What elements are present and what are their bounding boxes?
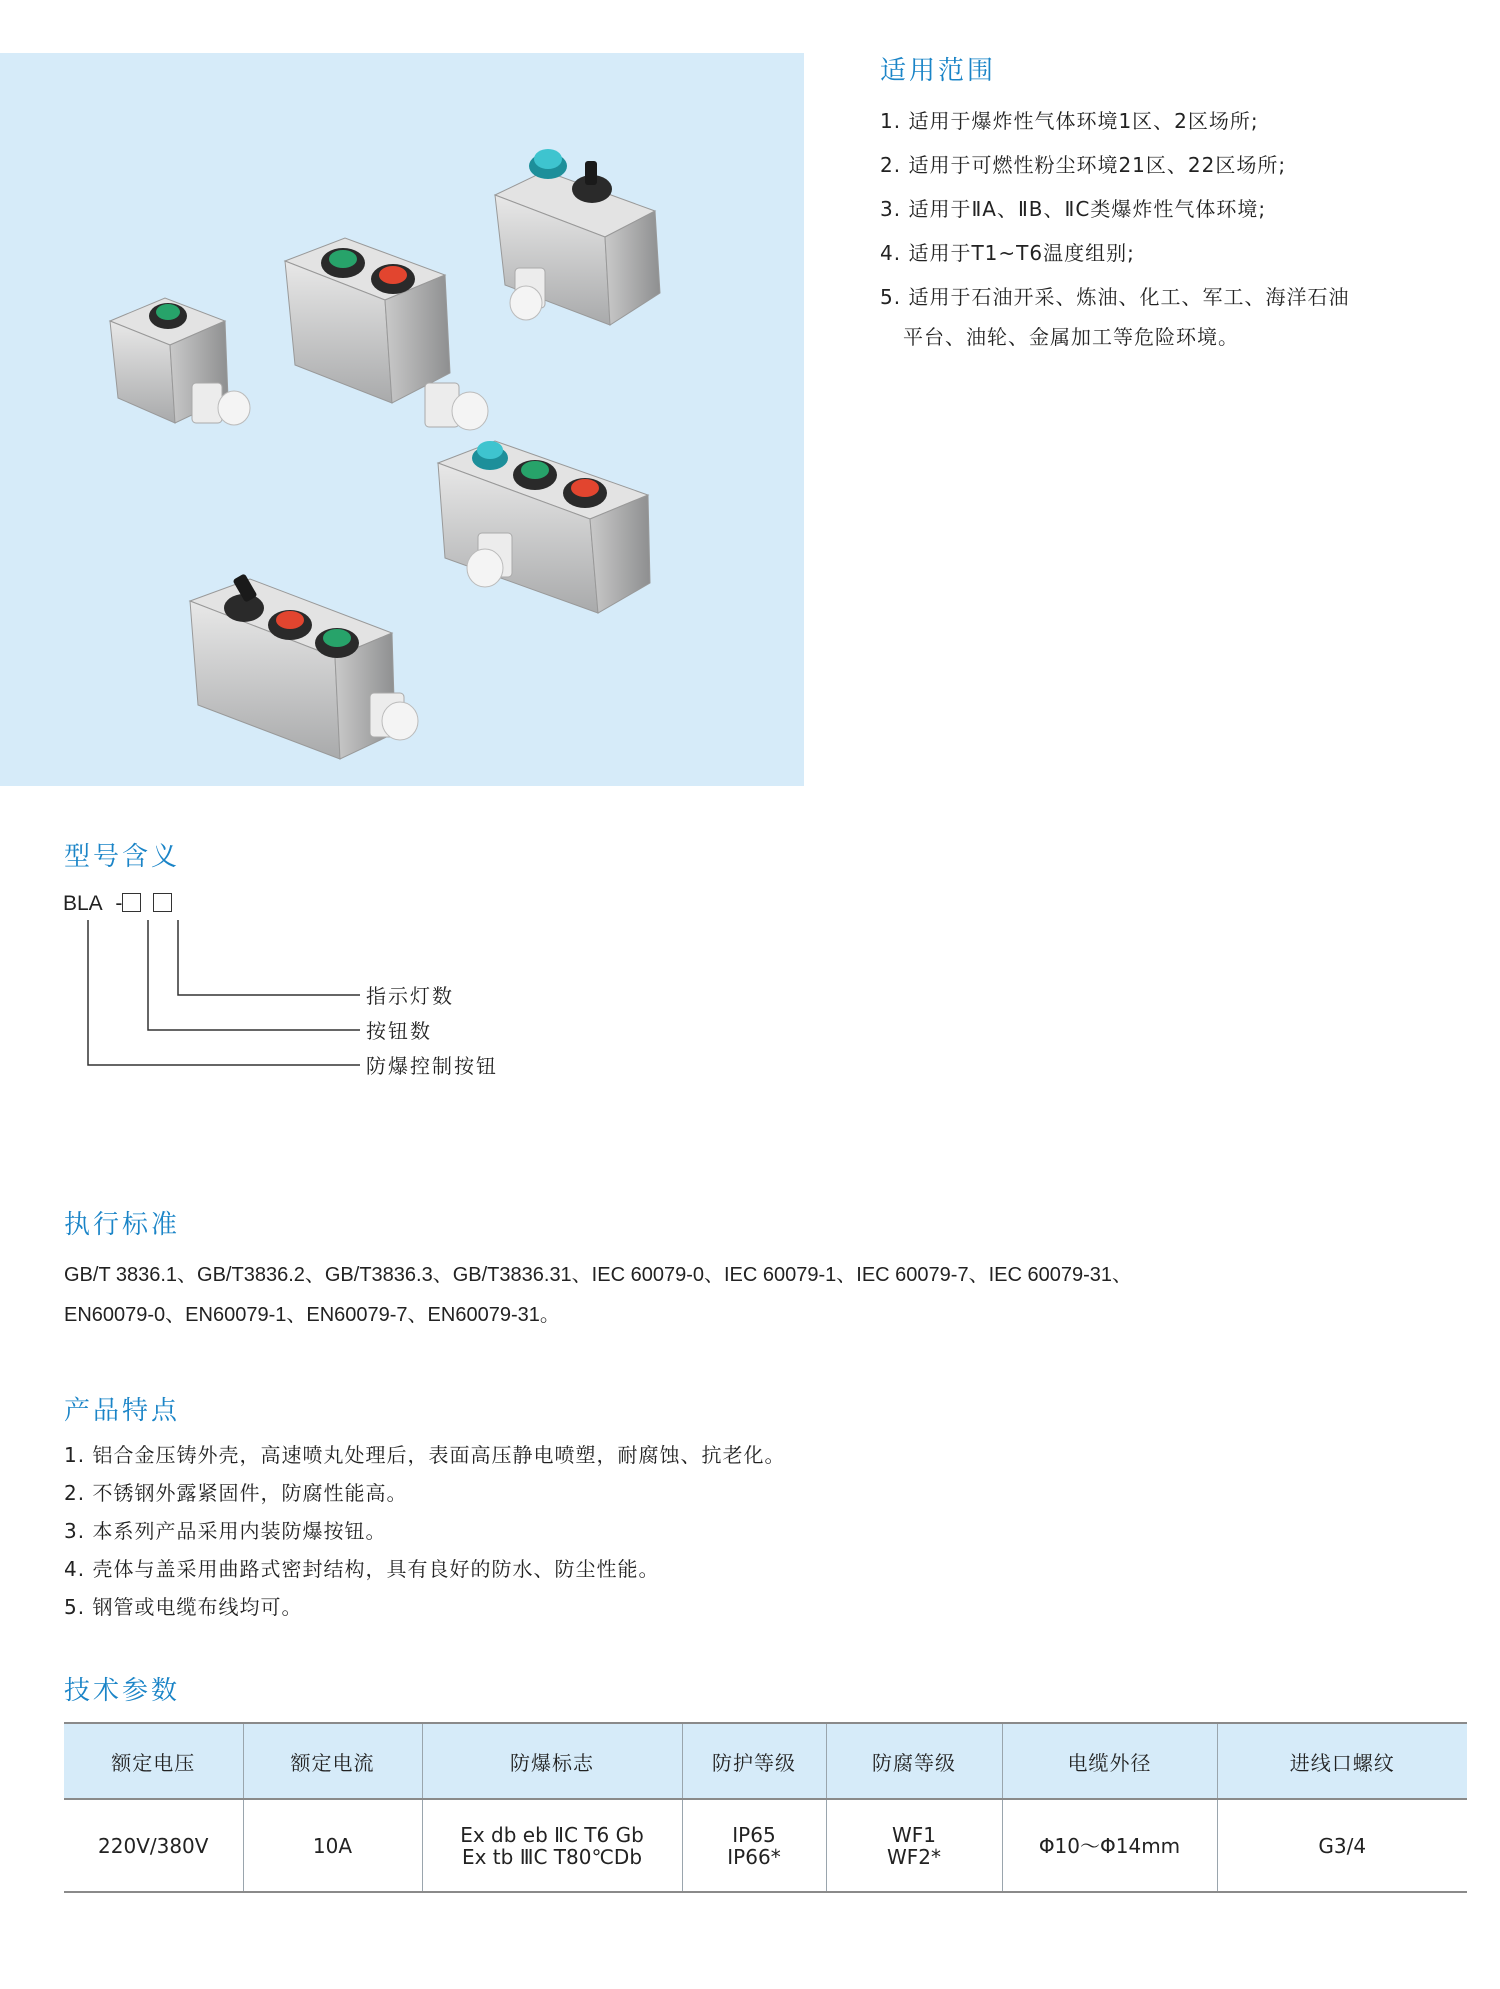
scope-item: 5. 适用于石油开采、炼油、化工、军工、海洋石油 — [880, 285, 1350, 309]
header-ip: 防护等级 — [682, 1723, 826, 1799]
scope-item: 4. 适用于T1~T6温度组别; — [880, 241, 1135, 265]
table-header-row — [64, 1723, 1467, 1799]
wf-line: WF2* — [886, 1844, 941, 1869]
model-dash: - — [115, 892, 123, 915]
standards-line: GB/T 3836.1、GB/T3836.2、GB/T3836.3、GB/T3836.31、IEC 60079-0、IEC 60079-1、IEC 60079-7、IEC 60079-31、 — [64, 1264, 1132, 1286]
feature-item: 3. 本系列产品采用内装防爆按钮。 — [64, 1519, 387, 1543]
cell-current: 10A — [243, 1799, 422, 1892]
header-current: 额定电流 — [243, 1723, 422, 1799]
features-title: 产品特点 — [64, 1396, 181, 1426]
standards-line: EN60079-0、EN60079-1、EN60079-7、EN60079-31。 — [64, 1304, 560, 1326]
legend-ex-control-button: 防爆控制按钮 — [366, 1054, 498, 1078]
ip-line: IP66* — [727, 1844, 781, 1869]
standards-title: 执行标准 — [64, 1210, 181, 1240]
scope-item: 平台、油轮、金属加工等危险环境。 — [903, 325, 1239, 349]
table-row — [64, 1799, 1467, 1892]
ex-mark-line: Ex db eb ⅡC T6 Gb — [460, 1822, 644, 1847]
header-voltage: 额定电压 — [64, 1723, 243, 1799]
scope-title: 适用范围 — [880, 56, 997, 86]
cell-cable: Φ10～Φ14mm — [1002, 1799, 1217, 1892]
header-anticorrosion: 防腐等级 — [826, 1723, 1002, 1799]
cell-ip — [682, 1799, 826, 1892]
params-table-wrap — [64, 1722, 1467, 1893]
cell-thread: G3/4 — [1217, 1799, 1467, 1892]
params-title: 技术参数 — [64, 1676, 181, 1706]
feature-item: 4. 壳体与盖采用曲路式密封结构，具有良好的防水、防尘性能。 — [64, 1557, 660, 1581]
ex-mark-line: Ex tb ⅢC T80℃Db — [461, 1844, 643, 1869]
legend-indicator-count: 指示灯数 — [366, 984, 454, 1008]
model-leader-lines — [0, 0, 520, 1100]
scope-item: 1. 适用于爆炸性气体环境1区、2区场所; — [880, 109, 1259, 133]
cell-anticorrosion — [826, 1799, 1002, 1892]
header-thread: 进线口螺纹 — [1217, 1723, 1467, 1799]
ip-line: IP65 — [732, 1822, 776, 1847]
feature-item: 5. 钢管或电缆布线均可。 — [64, 1595, 303, 1619]
cell-voltage: 220V/380V — [64, 1799, 243, 1892]
feature-item: 1. 铝合金压铸外壳，高速喷丸处理后，表面高压静电喷塑，耐腐蚀、抗老化。 — [64, 1443, 786, 1467]
model-prefix: BLA — [63, 892, 102, 915]
wf-line: WF1 — [891, 1822, 936, 1847]
model-title: 型号含义 — [64, 842, 181, 872]
scope-item: 2. 适用于可燃性粉尘环境21区、22区场所; — [880, 153, 1287, 177]
feature-item: 2. 不锈钢外露紧固件，防腐性能高。 — [64, 1481, 408, 1505]
cell-ex-mark — [422, 1799, 682, 1892]
header-ex-mark: 防爆标志 — [422, 1723, 682, 1799]
header-cable: 电缆外径 — [1002, 1723, 1217, 1799]
scope-item: 3. 适用于ⅡA、ⅡB、ⅡC类爆炸性气体环境; — [880, 197, 1267, 221]
params-table — [64, 1722, 1467, 1893]
legend-button-count: 按钮数 — [366, 1019, 432, 1043]
